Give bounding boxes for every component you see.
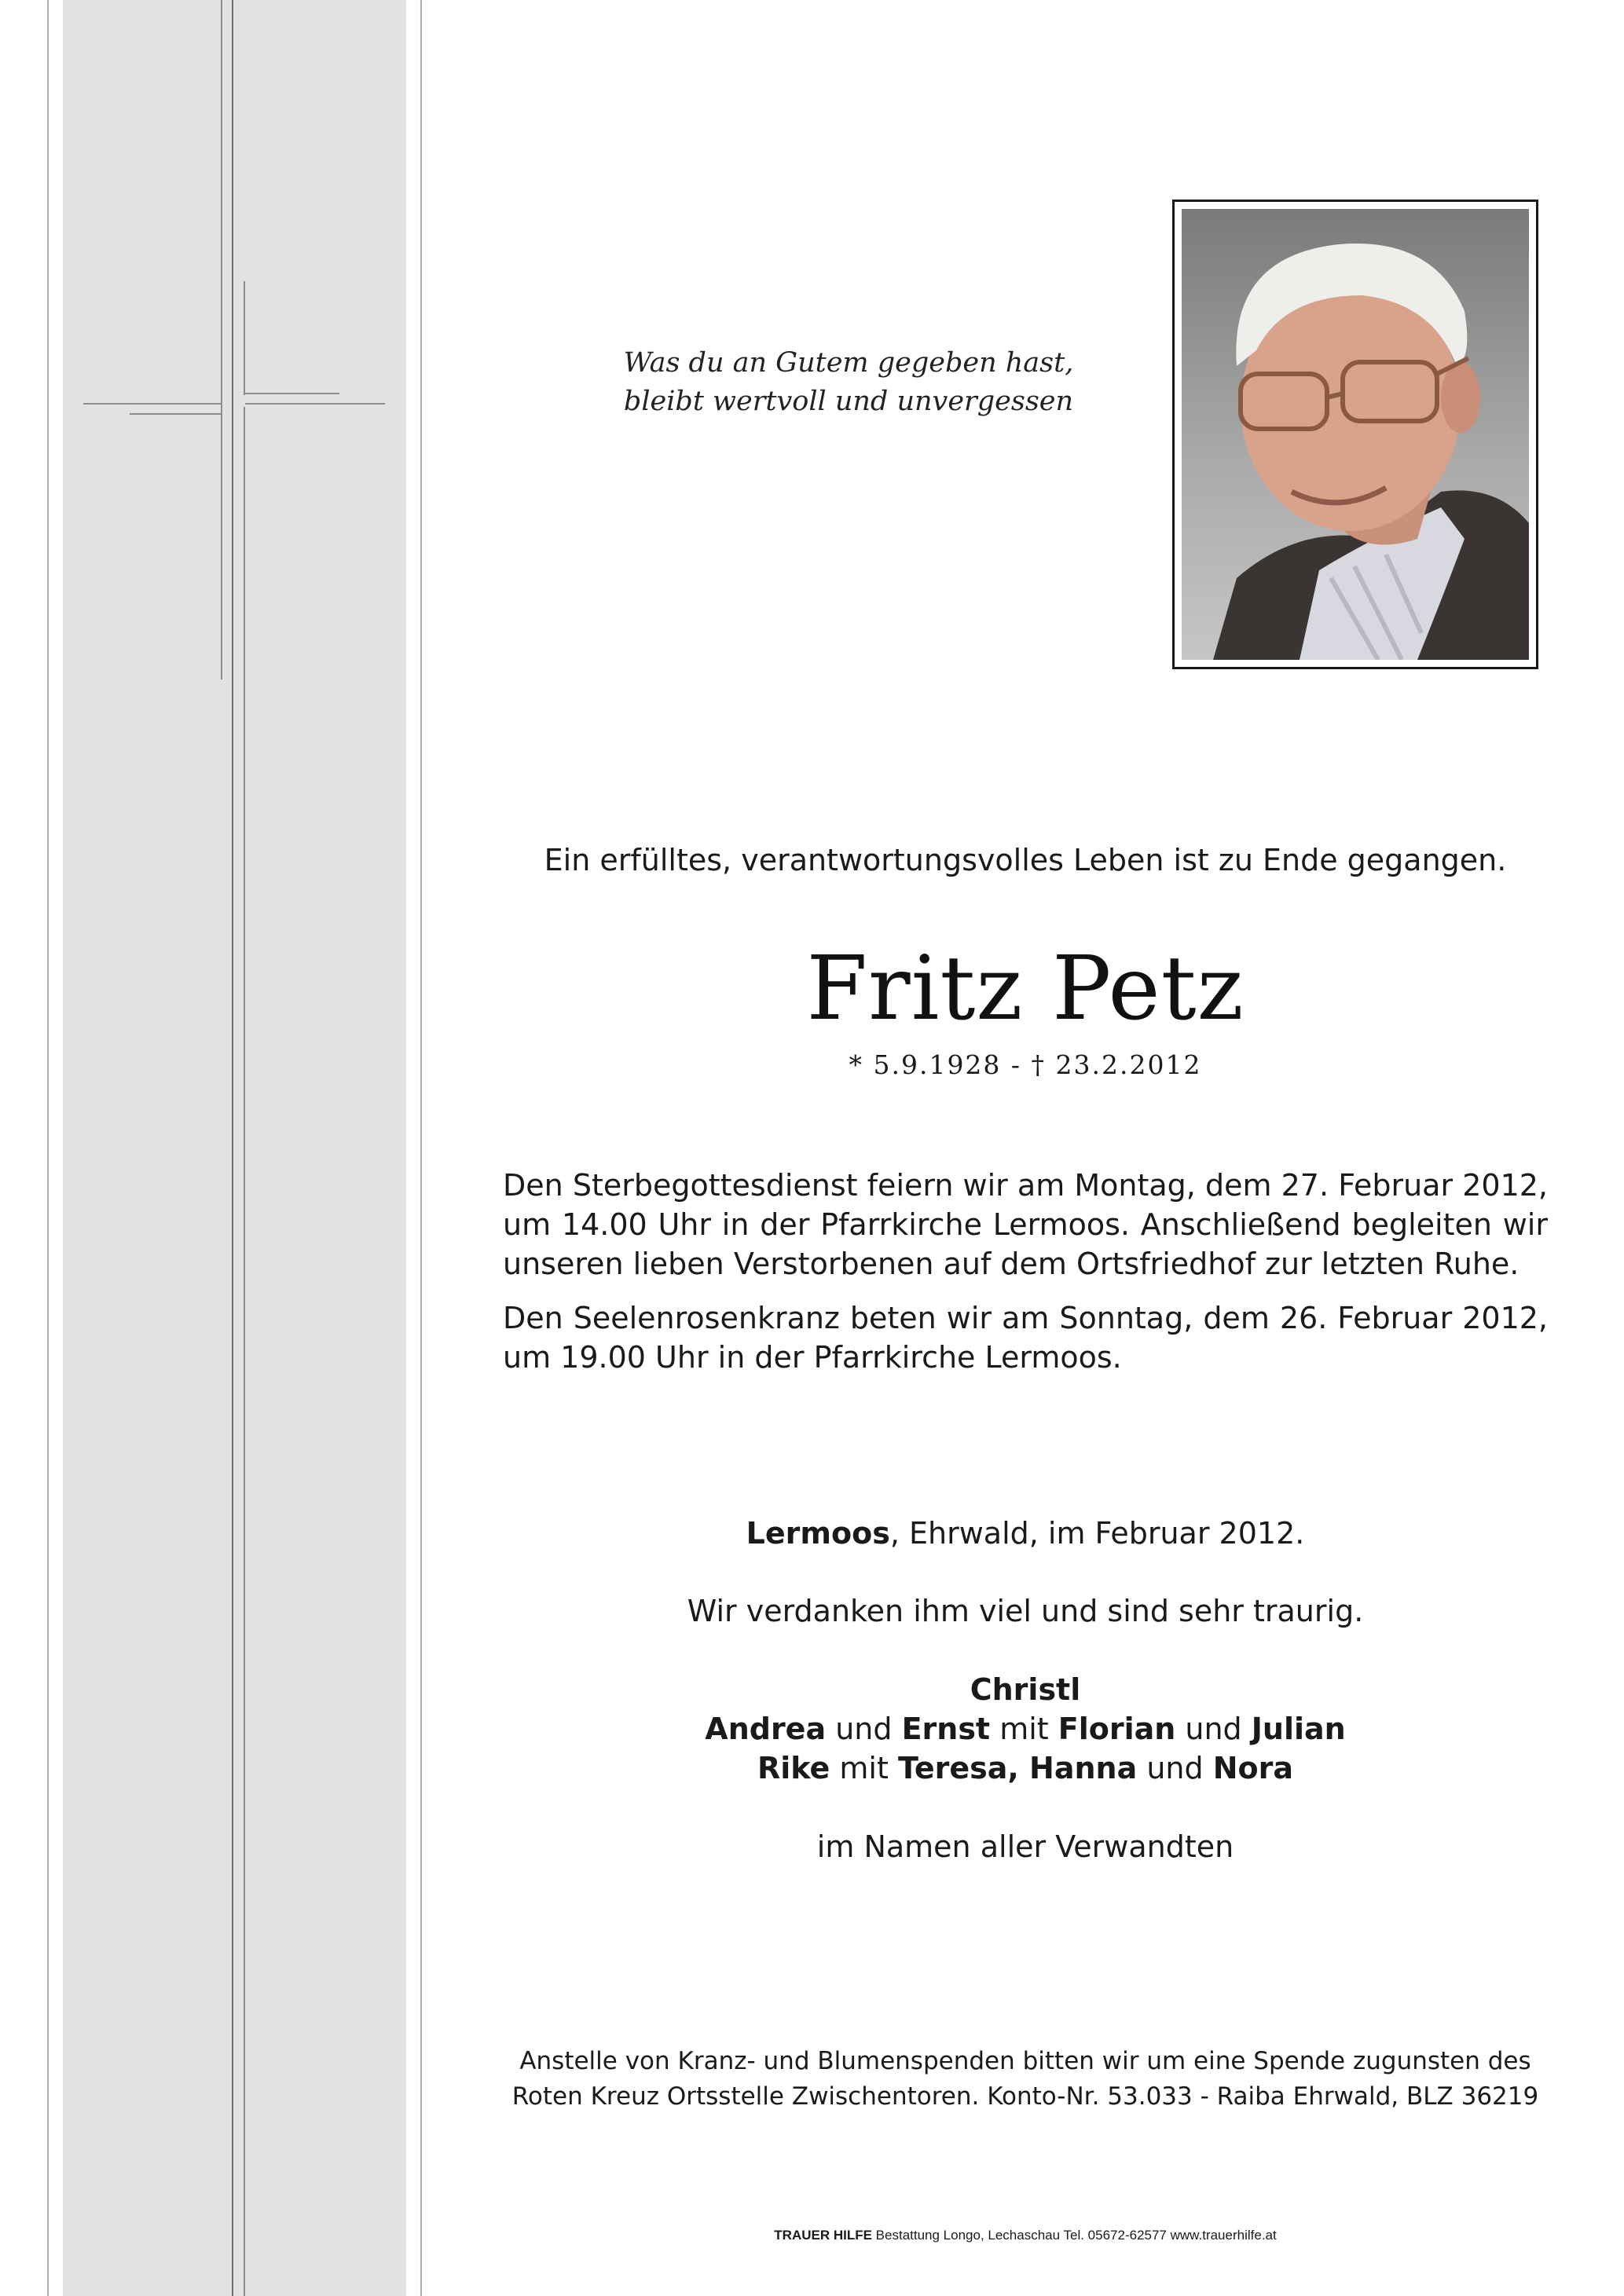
motto-line-2: bleibt wertvoll und unvergessen (623, 386, 1074, 417)
deceased-name: Fritz Petz (806, 938, 1245, 1040)
family-name: Julian (1251, 1712, 1346, 1746)
family-names (471, 1670, 1579, 1788)
place-rest: , Ehrwald, im Februar 2012. (889, 1516, 1305, 1551)
place-name: Lermoos (746, 1516, 890, 1551)
family-line-3 (471, 1749, 1579, 1788)
sidebar-border-left (47, 0, 49, 2296)
motto-line-1: Was du an Gutem gegeben hast, (623, 347, 1074, 379)
relatives-line: im Namen aller Verwandten (816, 1829, 1234, 1864)
family-line-1 (471, 1670, 1579, 1709)
portrait-illustration (1182, 209, 1529, 660)
family-name: Teresa, Hanna (897, 1751, 1138, 1785)
family-connector: und (1175, 1712, 1252, 1746)
rosary-paragraph: Den Seelenrosenkranz beten wir am Sonntag, dem 26. Februar 2012, um 19.00 Uhr in der Pfarrkirche Lermoos. (503, 1301, 1548, 1375)
donation-line-1: Anstelle von Kranz- und Blumenspenden bitten wir um eine Spende zugunsten des (519, 2047, 1531, 2075)
footer-brand: TRAUER HILFE (774, 2228, 872, 2243)
footer-imprint (471, 2226, 1579, 2245)
family-name: Andrea (705, 1712, 827, 1746)
family-name: Rike (757, 1751, 830, 1785)
intro-line: Ein erfülltes, verantwortungsvolles Leben ist zu Ende gegangen. (544, 843, 1507, 877)
portrait-photo (1182, 209, 1529, 660)
family-connector: und (826, 1712, 902, 1746)
footer-contact: Bestattung Longo, Lechaschau Tel. 05672-62577 www.trauerhilfe.at (871, 2228, 1277, 2243)
funeral-service-paragraph: Den Sterbegottesdienst feiern wir am Montag, dem 27. Februar 2012, um 14.00 Uhr in der Pfarrkirche Lermoos. Anschließend begleiten wir unseren lieben Verstorbenen auf dem Ortsfriedhof zur letzten Ruhe. (503, 1168, 1548, 1281)
family-connector: mit (830, 1751, 898, 1785)
family-name: Nora (1212, 1751, 1293, 1785)
sidebar-border-right (420, 0, 422, 2296)
family-connector: und (1137, 1751, 1213, 1785)
life-dates: * 5.9.1928 - † 23.2.2012 (849, 1049, 1202, 1080)
donation-line-2: Roten Kreuz Ortsstelle Zwischentoren. Konto-Nr. 53.033 - Raiba Ehrwald, BLZ 36219 (511, 2082, 1539, 2111)
family-connector: mit (990, 1712, 1058, 1746)
family-name: Florian (1058, 1712, 1176, 1746)
family-name: Ernst (901, 1712, 991, 1746)
sidebar-band (63, 0, 406, 2296)
family-name: Christl (970, 1672, 1081, 1707)
motto (550, 344, 1147, 421)
place-date-line (471, 1514, 1579, 1553)
donation-note (471, 2044, 1579, 2115)
portrait-photo-frame (1172, 200, 1538, 669)
family-line-2 (471, 1709, 1579, 1749)
mourning-line: Wir verdanken ihm viel und sind sehr traurig. (687, 1594, 1364, 1628)
